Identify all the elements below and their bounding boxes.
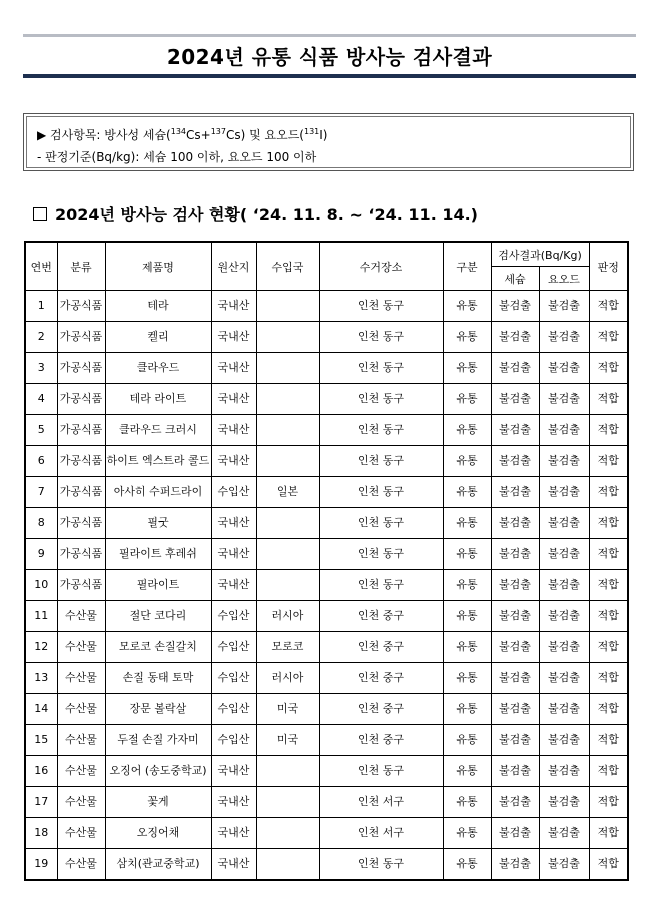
cell-no: 14 (25, 694, 57, 725)
cell-import-country (256, 539, 319, 570)
cell-iodine: 불검출 (539, 477, 589, 508)
cell-verdict: 적합 (589, 322, 628, 353)
cell-category: 가공식품 (57, 384, 105, 415)
table-row (25, 539, 628, 570)
criteria-line: - 판정기준(Bq/kg): 세슘 100 이하, 요오드 100 이하 (37, 150, 317, 164)
cell-iodine: 불검출 (539, 570, 589, 601)
cell-type: 유통 (443, 632, 491, 663)
cell-iodine: 불검출 (539, 601, 589, 632)
cell-type: 유통 (443, 384, 491, 415)
cell-category: 수산물 (57, 725, 105, 756)
header-type: 구분 (443, 242, 491, 291)
header-category: 분류 (57, 242, 105, 291)
table-row (25, 601, 628, 632)
cell-no: 10 (25, 570, 57, 601)
cell-type: 유통 (443, 694, 491, 725)
cell-cesium: 불검출 (491, 477, 539, 508)
cell-cesium: 불검출 (491, 725, 539, 756)
cell-origin: 국내산 (211, 787, 256, 818)
cell-product: 클라우드 크러시 (105, 415, 211, 446)
cell-place: 인천 동구 (319, 384, 443, 415)
cell-cesium: 불검출 (491, 818, 539, 849)
table-row (25, 849, 628, 881)
cell-iodine: 불검출 (539, 415, 589, 446)
cell-iodine: 불검출 (539, 725, 589, 756)
cell-product: 오징어 (송도중학교) (105, 756, 211, 787)
cell-import-country (256, 322, 319, 353)
cell-category: 가공식품 (57, 446, 105, 477)
cell-no: 17 (25, 787, 57, 818)
cell-category: 가공식품 (57, 353, 105, 384)
cell-import-country (256, 818, 319, 849)
cell-origin: 국내산 (211, 849, 256, 881)
table-row (25, 663, 628, 694)
cell-type: 유통 (443, 756, 491, 787)
cell-cesium: 불검출 (491, 291, 539, 322)
cs134-text: Cs+ (186, 128, 211, 142)
cell-category: 가공식품 (57, 570, 105, 601)
table-row (25, 477, 628, 508)
cell-place: 인천 동구 (319, 291, 443, 322)
cell-no: 16 (25, 756, 57, 787)
cell-cesium: 불검출 (491, 384, 539, 415)
table-row (25, 756, 628, 787)
cell-product: 켈리 (105, 322, 211, 353)
table-row (25, 384, 628, 415)
cell-verdict: 적합 (589, 694, 628, 725)
cell-origin: 국내산 (211, 539, 256, 570)
cell-origin: 수입산 (211, 477, 256, 508)
cell-product: 필굿 (105, 508, 211, 539)
cell-origin: 수입산 (211, 601, 256, 632)
cell-type: 유통 (443, 663, 491, 694)
table-row (25, 322, 628, 353)
cell-category: 수산물 (57, 694, 105, 725)
cell-verdict: 적합 (589, 384, 628, 415)
cell-verdict: 적합 (589, 477, 628, 508)
cell-verdict: 적합 (589, 353, 628, 384)
table-row (25, 508, 628, 539)
cs137-text: Cs) 및 요오드( (225, 128, 304, 142)
cell-place: 인천 중구 (319, 601, 443, 632)
cell-verdict: 적합 (589, 663, 628, 694)
cell-iodine: 불검출 (539, 756, 589, 787)
cell-import-country (256, 508, 319, 539)
cell-place: 인천 동구 (319, 415, 443, 446)
cell-verdict: 적합 (589, 756, 628, 787)
header-cesium: 세슘 (491, 267, 539, 291)
checkbox-square-icon (33, 207, 47, 221)
cell-place: 인천 중구 (319, 632, 443, 663)
cell-cesium: 불검출 (491, 415, 539, 446)
header-verdict: 판정 (589, 242, 628, 291)
cell-place: 인천 동구 (319, 849, 443, 881)
cell-product: 모로코 손질갈치 (105, 632, 211, 663)
cell-verdict: 적합 (589, 446, 628, 477)
cell-place: 인천 서구 (319, 787, 443, 818)
cell-iodine: 불검출 (539, 446, 589, 477)
cell-import-country: 미국 (256, 694, 319, 725)
cell-iodine: 불검출 (539, 632, 589, 663)
cell-iodine: 불검출 (539, 539, 589, 570)
cell-verdict: 적합 (589, 787, 628, 818)
cell-cesium: 불검출 (491, 849, 539, 881)
cell-product: 테라 라이트 (105, 384, 211, 415)
cell-origin: 국내산 (211, 818, 256, 849)
table-row (25, 415, 628, 446)
cell-place: 인천 동구 (319, 322, 443, 353)
cell-type: 유통 (443, 725, 491, 756)
cell-verdict: 적합 (589, 508, 628, 539)
cell-category: 가공식품 (57, 322, 105, 353)
cell-type: 유통 (443, 322, 491, 353)
table-body (25, 291, 628, 881)
section-title (33, 202, 478, 225)
cell-cesium: 불검출 (491, 663, 539, 694)
cell-verdict: 적합 (589, 539, 628, 570)
cell-product: 아사히 수퍼드라이 (105, 477, 211, 508)
cell-category: 가공식품 (57, 539, 105, 570)
table-row (25, 353, 628, 384)
header-origin: 원산지 (211, 242, 256, 291)
cell-origin: 국내산 (211, 446, 256, 477)
table-row (25, 570, 628, 601)
cell-product: 꽃게 (105, 787, 211, 818)
header-import-country: 수입국 (256, 242, 319, 291)
cell-product: 삼치(관교중학교) (105, 849, 211, 881)
cell-cesium: 불검출 (491, 446, 539, 477)
cell-category: 수산물 (57, 632, 105, 663)
cell-product: 필라이트 (105, 570, 211, 601)
cell-product: 장문 볼락살 (105, 694, 211, 725)
info-box (23, 113, 634, 171)
cell-cesium: 불검출 (491, 632, 539, 663)
cell-place: 인천 동구 (319, 539, 443, 570)
cell-origin: 국내산 (211, 291, 256, 322)
cell-type: 유통 (443, 787, 491, 818)
cell-no: 12 (25, 632, 57, 663)
page-title: 2024년 유통 식품 방사능 검사결과 (166, 45, 493, 69)
cell-verdict: 적합 (589, 291, 628, 322)
cell-place: 인천 서구 (319, 818, 443, 849)
title-bar (23, 34, 636, 78)
header-result-group: 검사결과(Bq/Kg) (491, 242, 589, 267)
cell-product: 오징어채 (105, 818, 211, 849)
cell-import-country (256, 787, 319, 818)
cell-type: 유통 (443, 415, 491, 446)
cell-import-country (256, 570, 319, 601)
cell-no: 18 (25, 818, 57, 849)
info-box-inner (26, 116, 631, 168)
cs134-superscript: 134 (170, 127, 187, 136)
cell-place: 인천 동구 (319, 477, 443, 508)
cell-import-country (256, 415, 319, 446)
cell-iodine: 불검출 (539, 663, 589, 694)
cell-product: 클라우드 (105, 353, 211, 384)
cell-product: 손질 동태 토막 (105, 663, 211, 694)
cell-cesium: 불검출 (491, 694, 539, 725)
cell-import-country: 모로코 (256, 632, 319, 663)
cell-verdict: 적합 (589, 570, 628, 601)
cell-type: 유통 (443, 477, 491, 508)
table-row (25, 291, 628, 322)
cell-import-country (256, 849, 319, 881)
cell-cesium: 불검출 (491, 570, 539, 601)
cell-product: 필라이트 후레쉬 (105, 539, 211, 570)
cell-cesium: 불검출 (491, 756, 539, 787)
header-product: 제품명 (105, 242, 211, 291)
cell-no: 4 (25, 384, 57, 415)
cell-type: 유통 (443, 849, 491, 881)
cell-category: 수산물 (57, 787, 105, 818)
cell-no: 3 (25, 353, 57, 384)
cell-place: 인천 동구 (319, 570, 443, 601)
cell-origin: 국내산 (211, 415, 256, 446)
cell-verdict: 적합 (589, 849, 628, 881)
cell-origin: 국내산 (211, 570, 256, 601)
cell-no: 9 (25, 539, 57, 570)
cell-import-country (256, 291, 319, 322)
cell-category: 가공식품 (57, 508, 105, 539)
cell-category: 수산물 (57, 756, 105, 787)
cell-category: 수산물 (57, 663, 105, 694)
cell-no: 8 (25, 508, 57, 539)
table-row (25, 446, 628, 477)
cell-origin: 수입산 (211, 694, 256, 725)
i131-superscript: 131 (303, 127, 320, 136)
cell-iodine: 불검출 (539, 508, 589, 539)
cell-import-country (256, 756, 319, 787)
cell-import-country: 러시아 (256, 663, 319, 694)
cell-product: 절단 코다리 (105, 601, 211, 632)
cell-category: 수산물 (57, 849, 105, 881)
cell-verdict: 적합 (589, 725, 628, 756)
cell-cesium: 불검출 (491, 601, 539, 632)
cell-place: 인천 중구 (319, 725, 443, 756)
cell-import-country (256, 353, 319, 384)
cell-iodine: 불검출 (539, 849, 589, 881)
cell-type: 유통 (443, 291, 491, 322)
cell-type: 유통 (443, 353, 491, 384)
cell-category: 수산물 (57, 601, 105, 632)
cell-cesium: 불검출 (491, 508, 539, 539)
cell-cesium: 불검출 (491, 539, 539, 570)
cell-category: 가공식품 (57, 477, 105, 508)
cell-iodine: 불검출 (539, 353, 589, 384)
cell-product: 두절 손질 가자미 (105, 725, 211, 756)
cell-origin: 국내산 (211, 353, 256, 384)
cell-origin: 국내산 (211, 508, 256, 539)
cell-iodine: 불검출 (539, 818, 589, 849)
cell-origin: 수입산 (211, 663, 256, 694)
cell-verdict: 적합 (589, 632, 628, 663)
cs137-superscript: 137 (210, 127, 226, 136)
header-iodine: 요오드 (539, 267, 589, 291)
cell-iodine: 불검출 (539, 694, 589, 725)
cell-cesium: 불검출 (491, 353, 539, 384)
cell-no: 5 (25, 415, 57, 446)
cell-no: 15 (25, 725, 57, 756)
inspection-items-line (37, 121, 620, 146)
header-collection-place: 수거장소 (319, 242, 443, 291)
cell-product: 테라 (105, 291, 211, 322)
cell-type: 유통 (443, 601, 491, 632)
cell-no: 7 (25, 477, 57, 508)
i131-text: I) (319, 128, 328, 142)
cell-origin: 국내산 (211, 322, 256, 353)
cell-place: 인천 동구 (319, 353, 443, 384)
cell-category: 가공식품 (57, 415, 105, 446)
results-table (24, 241, 629, 881)
cell-iodine: 불검출 (539, 384, 589, 415)
cell-import-country: 미국 (256, 725, 319, 756)
cell-import-country: 일본 (256, 477, 319, 508)
cell-cesium: 불검출 (491, 322, 539, 353)
cell-no: 1 (25, 291, 57, 322)
cell-no: 13 (25, 663, 57, 694)
cell-iodine: 불검출 (539, 322, 589, 353)
section-title-text: 2024년 방사능 검사 현황( ‘24. 11. 8. ~ ‘24. 11. 14.) (55, 205, 478, 224)
cell-no: 6 (25, 446, 57, 477)
cell-no: 19 (25, 849, 57, 881)
table-row (25, 632, 628, 663)
cell-cesium: 불검출 (491, 787, 539, 818)
cell-import-country (256, 384, 319, 415)
cell-verdict: 적합 (589, 601, 628, 632)
cell-iodine: 불검출 (539, 291, 589, 322)
cell-import-country: 러시아 (256, 601, 319, 632)
cell-place: 인천 동구 (319, 508, 443, 539)
cell-type: 유통 (443, 446, 491, 477)
table-row (25, 725, 628, 756)
cell-place: 인천 동구 (319, 446, 443, 477)
inspection-items-prefix: ▶ 검사항목: 방사성 세슘( (37, 128, 171, 142)
table-row (25, 818, 628, 849)
cell-origin: 국내산 (211, 384, 256, 415)
cell-import-country (256, 446, 319, 477)
cell-place: 인천 동구 (319, 756, 443, 787)
cell-verdict: 적합 (589, 818, 628, 849)
cell-place: 인천 중구 (319, 663, 443, 694)
cell-category: 가공식품 (57, 291, 105, 322)
cell-iodine: 불검출 (539, 787, 589, 818)
cell-origin: 국내산 (211, 756, 256, 787)
cell-type: 유통 (443, 539, 491, 570)
header-no: 연번 (25, 242, 57, 291)
cell-origin: 수입산 (211, 632, 256, 663)
cell-verdict: 적합 (589, 415, 628, 446)
cell-no: 2 (25, 322, 57, 353)
table-row (25, 694, 628, 725)
cell-type: 유통 (443, 570, 491, 601)
cell-product: 하이트 엑스트라 콜드 (105, 446, 211, 477)
table-header (25, 242, 628, 291)
cell-no: 11 (25, 601, 57, 632)
cell-type: 유통 (443, 818, 491, 849)
cell-origin: 수입산 (211, 725, 256, 756)
table-row (25, 787, 628, 818)
cell-category: 수산물 (57, 818, 105, 849)
cell-place: 인천 중구 (319, 694, 443, 725)
cell-type: 유통 (443, 508, 491, 539)
